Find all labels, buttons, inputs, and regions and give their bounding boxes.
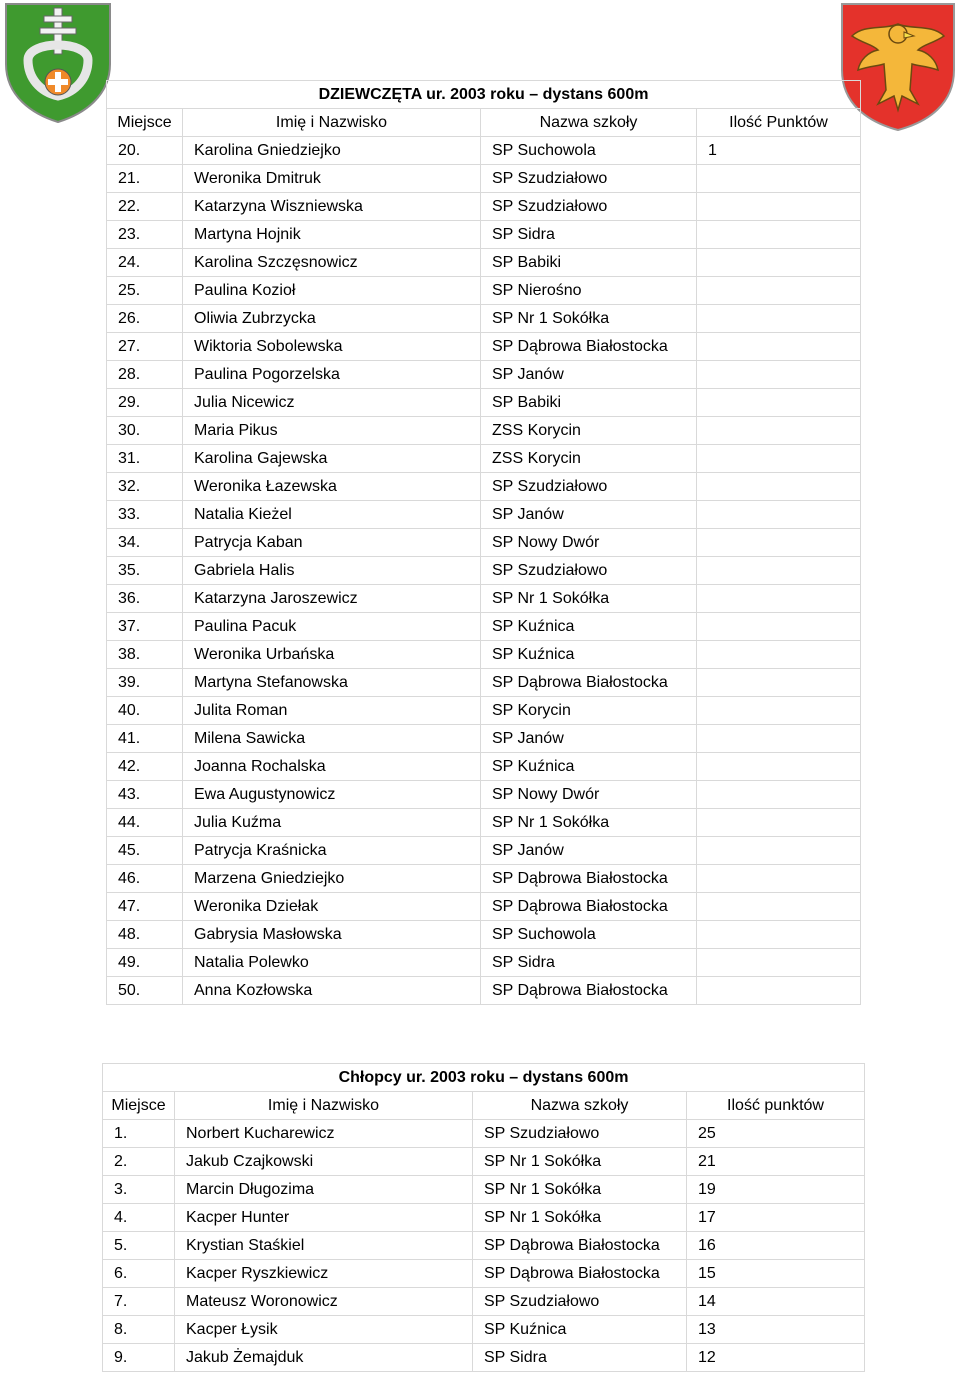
table-cell: [697, 893, 861, 921]
table-cell: SP Janów: [481, 725, 697, 753]
table-cell: 1: [697, 137, 861, 165]
table-cell: Patrycja Kaban: [183, 529, 481, 557]
table-cell: 47.: [107, 893, 183, 921]
table-cell: Marzena Gniedziejko: [183, 865, 481, 893]
table-cell: SP Nierośno: [481, 277, 697, 305]
table-cell: 24.: [107, 249, 183, 277]
table-cell: Ewa Augustynowicz: [183, 781, 481, 809]
table-cell: [697, 249, 861, 277]
table-cell: Wiktoria Sobolewska: [183, 333, 481, 361]
table-cell: [697, 361, 861, 389]
column-header: Miejsce: [103, 1092, 175, 1120]
green-shield-crest-icon: [0, 0, 116, 124]
table-cell: 35.: [107, 557, 183, 585]
table-cell: SP Dąbrowa Białostocka: [481, 333, 697, 361]
table-cell: 21: [687, 1148, 865, 1176]
table-cell: 43.: [107, 781, 183, 809]
table-row: [107, 949, 861, 977]
table-cell: SP Nr 1 Sokółka: [473, 1176, 687, 1204]
column-header: Nazwa szkoły: [473, 1092, 687, 1120]
table-cell: Oliwia Zubrzycka: [183, 305, 481, 333]
girls-header-row: [107, 109, 861, 137]
table-cell: SP Dąbrowa Białostocka: [473, 1260, 687, 1288]
table-cell: [697, 417, 861, 445]
table-cell: SP Babiki: [481, 389, 697, 417]
table-cell: [697, 557, 861, 585]
table-cell: SP Nr 1 Sokółka: [481, 305, 697, 333]
column-header: Ilość Punktów: [697, 109, 861, 137]
column-header: Miejsce: [107, 109, 183, 137]
table-cell: 12: [687, 1344, 865, 1372]
table-cell: SP Janów: [481, 837, 697, 865]
table-cell: SP Kuźnica: [481, 753, 697, 781]
table-cell: 16: [687, 1232, 865, 1260]
table-row: [107, 249, 861, 277]
table-cell: 26.: [107, 305, 183, 333]
table-cell: Kacper Hunter: [175, 1204, 473, 1232]
table-cell: Karolina Szczęsnowicz: [183, 249, 481, 277]
table-cell: SP Sidra: [481, 221, 697, 249]
table-cell: [697, 613, 861, 641]
table-cell: [697, 809, 861, 837]
table-cell: [697, 781, 861, 809]
table-row: [103, 1148, 865, 1176]
table-cell: [697, 165, 861, 193]
table-cell: Kacper Łysik: [175, 1316, 473, 1344]
table-cell: [697, 445, 861, 473]
table-row: [103, 1232, 865, 1260]
table-row: [107, 193, 861, 221]
table-row: [107, 837, 861, 865]
table-cell: Weronika Urbańska: [183, 641, 481, 669]
table-row: [107, 977, 861, 1005]
table-cell: ZSS Korycin: [481, 445, 697, 473]
table-cell: 29.: [107, 389, 183, 417]
table-cell: [697, 753, 861, 781]
table-row: [103, 1288, 865, 1316]
table-row: [107, 501, 861, 529]
table-row: [107, 529, 861, 557]
table-cell: [697, 865, 861, 893]
table-cell: ZSS Korycin: [481, 417, 697, 445]
table-cell: 28.: [107, 361, 183, 389]
table-row: [107, 641, 861, 669]
table-cell: SP Kuźnica: [481, 641, 697, 669]
table-cell: 38.: [107, 641, 183, 669]
girls-table-title-row: [107, 81, 861, 109]
table-cell: 15: [687, 1260, 865, 1288]
table-row: [107, 725, 861, 753]
table-cell: 17: [687, 1204, 865, 1232]
table-cell: Paulina Pogorzelska: [183, 361, 481, 389]
table-cell: SP Szudziałowo: [481, 473, 697, 501]
column-header: Nazwa szkoły: [481, 109, 697, 137]
boys-table-title: Chłopcy ur. 2003 roku – dystans 600m: [103, 1064, 865, 1092]
boys-results-table: [102, 1063, 865, 1372]
table-cell: SP Nr 1 Sokółka: [473, 1148, 687, 1176]
table-cell: 13: [687, 1316, 865, 1344]
table-row: [107, 585, 861, 613]
table-row: [107, 809, 861, 837]
table-cell: SP Dąbrowa Białostocka: [481, 669, 697, 697]
table-row: [107, 137, 861, 165]
table-cell: 7.: [103, 1288, 175, 1316]
column-header: Imię i Nazwisko: [183, 109, 481, 137]
column-header: Ilość punktów: [687, 1092, 865, 1120]
table-cell: Weronika Dziełak: [183, 893, 481, 921]
table-row: [107, 921, 861, 949]
table-cell: SP Sidra: [481, 949, 697, 977]
table-cell: 49.: [107, 949, 183, 977]
boys-header-row: [103, 1092, 865, 1120]
table-row: [107, 613, 861, 641]
table-cell: [697, 949, 861, 977]
table-cell: [697, 277, 861, 305]
table-cell: SP Janów: [481, 501, 697, 529]
table-cell: [697, 333, 861, 361]
table-cell: Jakub Żemajduk: [175, 1344, 473, 1372]
table-row: [107, 473, 861, 501]
table-cell: 22.: [107, 193, 183, 221]
table-cell: SP Kuźnica: [481, 613, 697, 641]
table-cell: [697, 585, 861, 613]
table-cell: [697, 725, 861, 753]
table-row: [107, 165, 861, 193]
table-cell: SP Dąbrowa Białostocka: [481, 893, 697, 921]
table-cell: SP Szudziałowo: [481, 557, 697, 585]
table-cell: Katarzyna Wiszniewska: [183, 193, 481, 221]
table-row: [107, 389, 861, 417]
table-row: [107, 893, 861, 921]
table-cell: 27.: [107, 333, 183, 361]
table-cell: 41.: [107, 725, 183, 753]
table-cell: 14: [687, 1288, 865, 1316]
table-cell: Natalia Kieżel: [183, 501, 481, 529]
table-cell: 25.: [107, 277, 183, 305]
table-cell: 42.: [107, 753, 183, 781]
table-cell: SP Kuźnica: [473, 1316, 687, 1344]
table-cell: 44.: [107, 809, 183, 837]
table-cell: Julia Kuźma: [183, 809, 481, 837]
table-cell: SP Nowy Dwór: [481, 781, 697, 809]
table-cell: Gabrysia Masłowska: [183, 921, 481, 949]
table-cell: Katarzyna Jaroszewicz: [183, 585, 481, 613]
table-cell: 4.: [103, 1204, 175, 1232]
table-cell: SP Suchowola: [481, 921, 697, 949]
table-cell: Mateusz Woronowicz: [175, 1288, 473, 1316]
table-cell: 9.: [103, 1344, 175, 1372]
table-cell: 39.: [107, 669, 183, 697]
table-row: [107, 781, 861, 809]
table-cell: SP Nowy Dwór: [481, 529, 697, 557]
table-cell: Joanna Rochalska: [183, 753, 481, 781]
table-cell: Martyna Hojnik: [183, 221, 481, 249]
table-cell: SP Korycin: [481, 697, 697, 725]
table-cell: 45.: [107, 837, 183, 865]
table-cell: Maria Pikus: [183, 417, 481, 445]
table-cell: Krystian Staśkiel: [175, 1232, 473, 1260]
table-cell: SP Szudziałowo: [481, 165, 697, 193]
girls-table-title: DZIEWCZĘTA ur. 2003 roku – dystans 600m: [107, 81, 861, 109]
table-cell: 36.: [107, 585, 183, 613]
table-cell: 31.: [107, 445, 183, 473]
table-cell: Marcin Długozima: [175, 1176, 473, 1204]
table-row: [107, 445, 861, 473]
girls-results-table: [106, 80, 861, 1005]
table-cell: Karolina Gniedziejko: [183, 137, 481, 165]
table-cell: Julia Nicewicz: [183, 389, 481, 417]
table-cell: 25: [687, 1120, 865, 1148]
table-cell: Anna Kozłowska: [183, 977, 481, 1005]
table-row: [107, 305, 861, 333]
table-cell: Weronika Łazewska: [183, 473, 481, 501]
table-cell: SP Dąbrowa Białostocka: [481, 977, 697, 1005]
table-cell: 50.: [107, 977, 183, 1005]
table-cell: 32.: [107, 473, 183, 501]
table-cell: 3.: [103, 1176, 175, 1204]
table-cell: 23.: [107, 221, 183, 249]
table-cell: 37.: [107, 613, 183, 641]
table-cell: Jakub Czajkowski: [175, 1148, 473, 1176]
table-cell: SP Dąbrowa Białostocka: [481, 865, 697, 893]
table-cell: Julita Roman: [183, 697, 481, 725]
table-cell: Milena Sawicka: [183, 725, 481, 753]
table-cell: 21.: [107, 165, 183, 193]
table-cell: [697, 641, 861, 669]
table-cell: SP Nr 1 Sokółka: [481, 809, 697, 837]
table-cell: [697, 473, 861, 501]
boys-table-title-row: [103, 1064, 865, 1092]
table-cell: [697, 697, 861, 725]
table-cell: SP Nr 1 Sokółka: [473, 1204, 687, 1232]
table-cell: Karolina Gajewska: [183, 445, 481, 473]
table-row: [107, 361, 861, 389]
table-cell: SP Szudziałowo: [473, 1288, 687, 1316]
table-cell: 20.: [107, 137, 183, 165]
table-row: [107, 865, 861, 893]
table-cell: [697, 977, 861, 1005]
table-cell: Kacper Ryszkiewicz: [175, 1260, 473, 1288]
table-cell: [697, 921, 861, 949]
table-cell: [697, 501, 861, 529]
table-cell: SP Babiki: [481, 249, 697, 277]
table-row: [103, 1260, 865, 1288]
table-cell: Weronika Dmitruk: [183, 165, 481, 193]
table-cell: Paulina Kozioł: [183, 277, 481, 305]
table-row: [107, 277, 861, 305]
table-row: [103, 1316, 865, 1344]
table-row: [107, 333, 861, 361]
table-row: [107, 753, 861, 781]
table-cell: [697, 389, 861, 417]
table-cell: 2.: [103, 1148, 175, 1176]
table-cell: Gabriela Halis: [183, 557, 481, 585]
table-cell: SP Nr 1 Sokółka: [481, 585, 697, 613]
table-row: [107, 417, 861, 445]
table-cell: 8.: [103, 1316, 175, 1344]
table-cell: 19: [687, 1176, 865, 1204]
table-cell: Natalia Polewko: [183, 949, 481, 977]
table-row: [103, 1344, 865, 1372]
table-cell: Patrycja Kraśnicka: [183, 837, 481, 865]
table-cell: 46.: [107, 865, 183, 893]
table-cell: Paulina Pacuk: [183, 613, 481, 641]
table-cell: [697, 305, 861, 333]
table-row: [107, 557, 861, 585]
table-cell: 34.: [107, 529, 183, 557]
table-cell: 5.: [103, 1232, 175, 1260]
table-cell: 30.: [107, 417, 183, 445]
table-cell: 33.: [107, 501, 183, 529]
table-cell: 40.: [107, 697, 183, 725]
column-header: Imię i Nazwisko: [175, 1092, 473, 1120]
table-cell: 1.: [103, 1120, 175, 1148]
table-cell: SP Janów: [481, 361, 697, 389]
table-row: [107, 221, 861, 249]
table-row: [107, 669, 861, 697]
table-cell: [697, 669, 861, 697]
table-cell: SP Dąbrowa Białostocka: [473, 1232, 687, 1260]
table-row: [103, 1204, 865, 1232]
table-cell: 48.: [107, 921, 183, 949]
table-cell: [697, 193, 861, 221]
table-cell: SP Szudziałowo: [473, 1120, 687, 1148]
table-cell: Norbert Kucharewicz: [175, 1120, 473, 1148]
table-cell: Martyna Stefanowska: [183, 669, 481, 697]
table-row: [107, 697, 861, 725]
table-cell: SP Suchowola: [481, 137, 697, 165]
table-row: [103, 1176, 865, 1204]
table-cell: SP Szudziałowo: [481, 193, 697, 221]
table-cell: SP Sidra: [473, 1344, 687, 1372]
table-cell: [697, 221, 861, 249]
table-cell: [697, 837, 861, 865]
table-row: [103, 1120, 865, 1148]
table-cell: [697, 529, 861, 557]
table-cell: 6.: [103, 1260, 175, 1288]
